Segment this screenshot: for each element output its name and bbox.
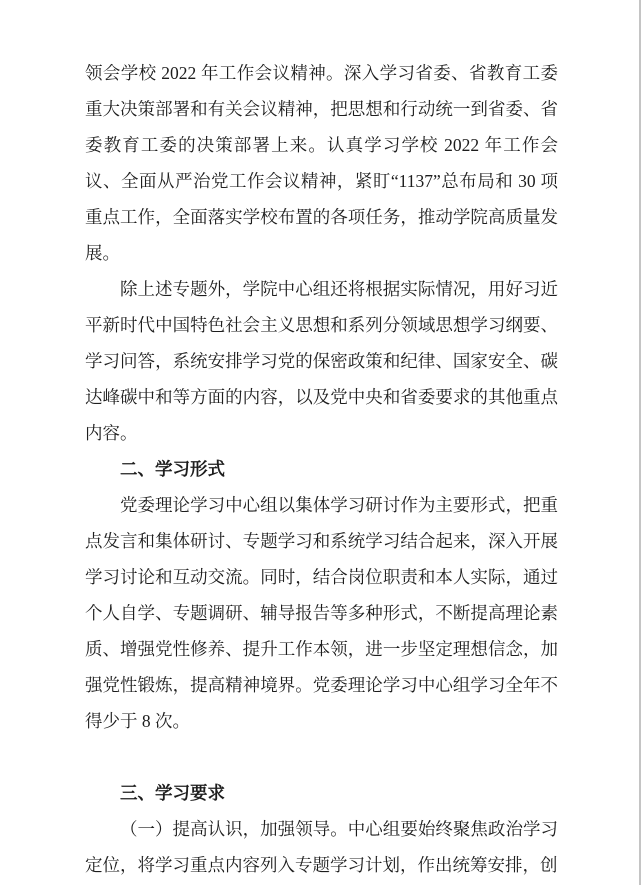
blank-line-spacer bbox=[85, 739, 558, 775]
heading-study-requirements: 三、学习要求 bbox=[120, 783, 225, 803]
paragraph-study-requirements-item-one: （一）提高认识，加强领导。中心组要始终聚焦政治学习定位，将学习重点内容列入专题学习计划，作出统筹安排，创 bbox=[85, 819, 558, 875]
paragraph-continuation-meeting-spirit: 领会学校 2022 年工作会议精神。深入学习省委、省教育工委重大决策部署和有关会议精神，把思想和行动统一到省委、省委教育工委的决策部署上来。认真学习学校 2022 年工作会议、全面从严治党工作会议精神，紧盯“1137”总布局和 30 项重点工作，全面落实学校布置的各项任务，推动学院高质量发展。 bbox=[85, 63, 558, 263]
paragraph-additional-study-content: 除上述专题外，学院中心组还将根据实际情况，用好习近平新时代中国特色社会主义思想和系列分领域思想学习纲要、学习问答，系统安排学习党的保密政策和纪律、国家安全、碳达峰碳中和等方面的内容，以及党中央和省委要求的其他重点内容。 bbox=[85, 279, 558, 443]
document-content bbox=[85, 55, 558, 883]
paragraph-study-format-details: 党委理论学习中心组以集体学习研讨作为主要形式，把重点发言和集体研讨、专题学习和系统学习结合起来，深入开展学习讨论和互动交流。同时，结合岗位职责和本人实际，通过个人自学、专题调研、辅导报告等多种形式，不断提高理论素质、增强党性修养、提升工作本领，进一步坚定理想信念，加强党性锻炼，提高精神境界。党委理论学习中心组学习全年不得少于 8 次。 bbox=[85, 495, 558, 731]
heading-study-format: 二、学习形式 bbox=[120, 459, 225, 479]
